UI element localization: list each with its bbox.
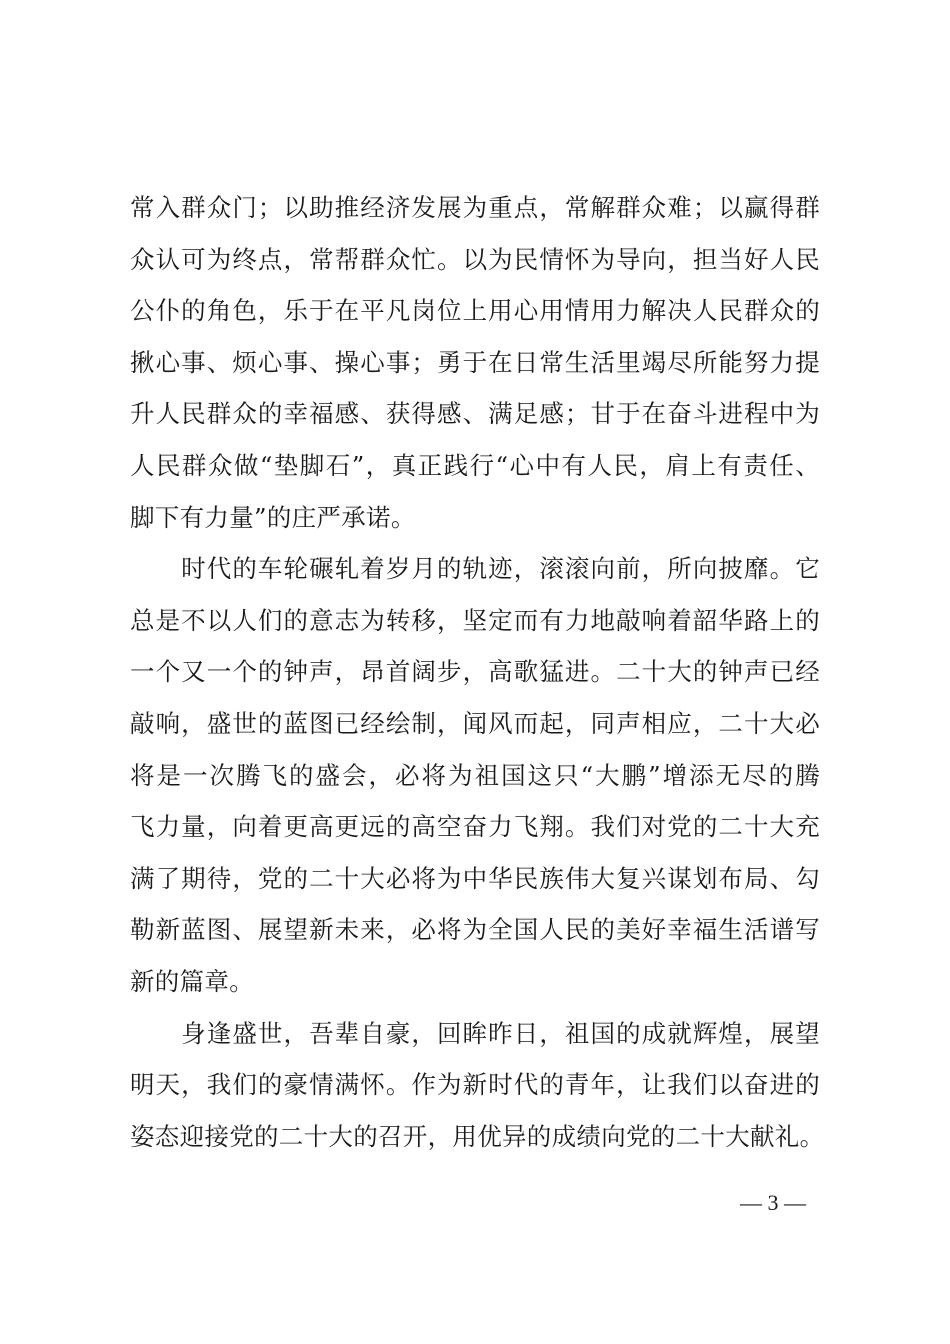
text-line: 总是不以人们的意志为转移，坚定而有力地敲响着韶华路上的 [130, 605, 820, 635]
text-line: 脚下有力量”的庄严承诺。 [130, 502, 416, 532]
text-line: 将是一次腾飞的盛会，必将为祖国这只“大鹏”增添无尽的腾 [130, 760, 820, 790]
page-number: — 3 — [740, 1190, 806, 1215]
text-line: 姿态迎接党的二十大的召开，用优异的成绩向党的二十大献礼。 [130, 1121, 825, 1151]
text-line: 时代的车轮碾轧着岁月的轨迹，滚滚向前，所向披靡。它 [130, 554, 820, 584]
text-line: 敲响，盛世的蓝图已经绘制，闻风而起，同声相应，二十大必 [130, 708, 820, 738]
text-line: 明天，我们的豪情满怀。作为新时代的青年，让我们以奋进的 [130, 1070, 820, 1100]
text-line: 常入群众门；以助推经济发展为重点，常解群众难；以赢得群 [130, 193, 820, 222]
text-line: 一个又一个的钟声，昂首阔步，高歌猛进。二十大的钟声已经 [130, 657, 820, 687]
text-line: 飞力量，向着更高更远的高空奋力飞翔。我们对党的二十大充 [130, 812, 820, 842]
text-line: 升人民群众的幸福感、获得感、满足感；甘于在奋斗进程中为 [130, 399, 820, 429]
text-line: 满了期待，党的二十大必将为中华民族伟大复兴谋划布局、勾 [130, 863, 820, 893]
text-line: 众认可为终点，常帮群众忙。以为民情怀为导向，担当好人民 [130, 244, 820, 274]
text-line: 新的篇章。 [130, 966, 254, 996]
text-line: 人民群众做“垫脚石”，真正践行“心中有人民，肩上有责任、 [130, 450, 820, 480]
text-line: 公仆的角色，乐于在平凡岗位上用心用情用力解决人民群众的 [130, 296, 820, 326]
body-text [130, 182, 825, 1162]
text-line: 勒新蓝图、展望新未来，必将为全国人民的美好幸福生活谱写 [130, 915, 820, 945]
text-line: 揪心事、烦心事、操心事；勇于在日常生活里竭尽所能努力提 [130, 347, 820, 377]
text-line: 身逢盛世，吾辈自豪，回眸昨日，祖国的成就辉煌，展望 [130, 1018, 820, 1048]
